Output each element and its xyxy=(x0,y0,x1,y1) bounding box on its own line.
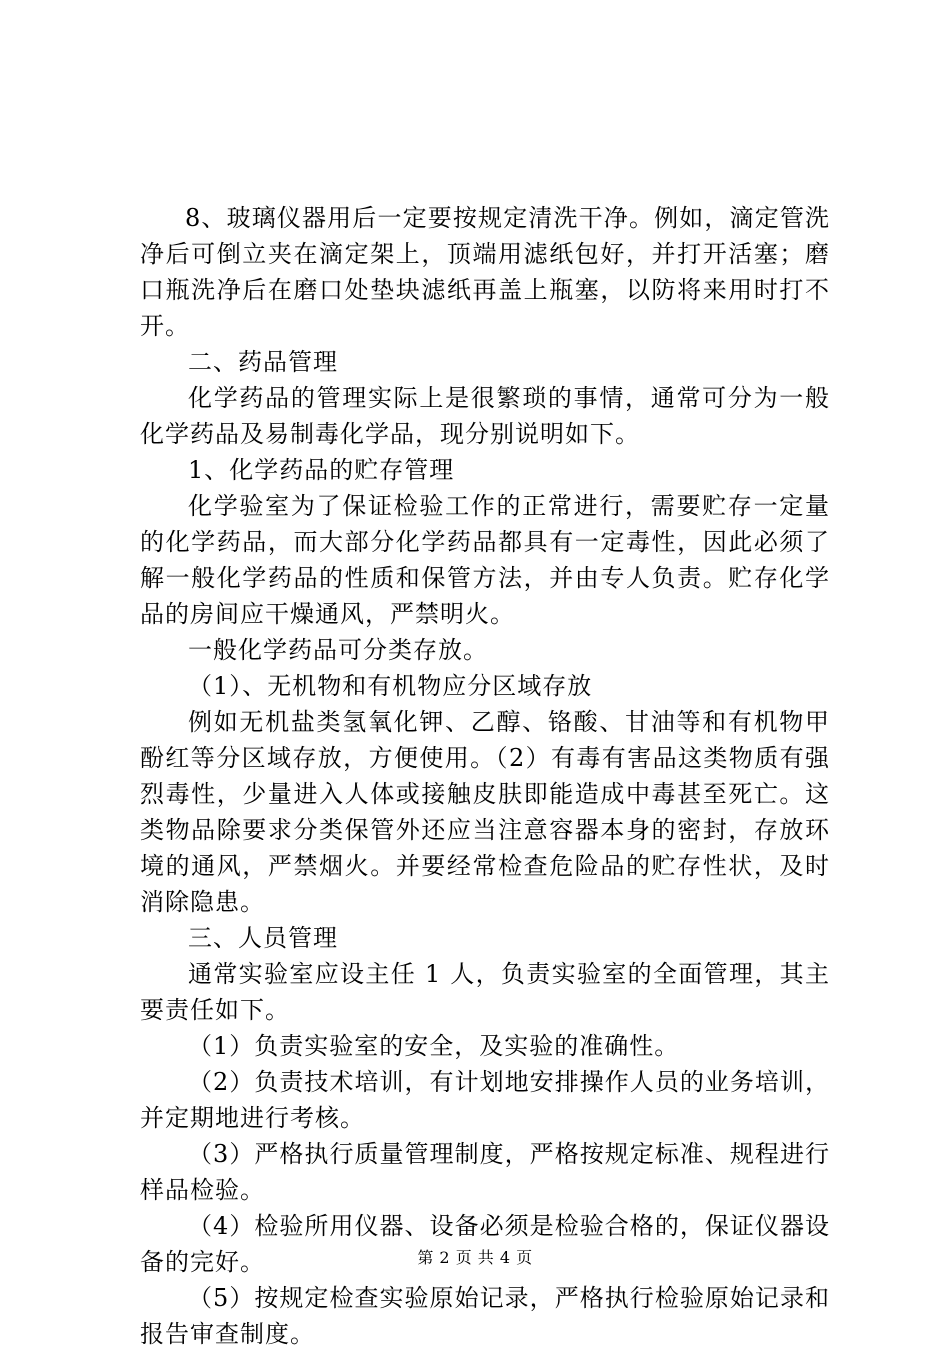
section-heading-personnel-management: 三、人员管理 xyxy=(188,924,338,952)
paragraph-drug-management-intro: 化学药品的管理实际上是很繁琐的事情，通常可分为一般化学药品及易制毒化学品，现分别说明如下。 xyxy=(140,384,830,448)
page-footer: 第 2 页 共 4 页 xyxy=(417,1248,533,1267)
paragraph-glassware-cleaning: 8、玻璃仪器用后一定要按规定清洗干净。例如，滴定管洗净后可倒立夹在滴定架上，顶端用滤纸包好，并打开活塞；磨口瓶洗净后在磨口处垫块滤纸再盖上瓶塞，以防将来用时打不开。 xyxy=(140,204,830,340)
subheading-chemical-storage: 1、化学药品的贮存管理 xyxy=(188,456,455,484)
item-inorganic-organic-separation: （1）、无机物和有机物应分区域存放 xyxy=(188,672,593,700)
paragraph-chemical-storage: 化学验室为了保证检验工作的正常进行，需要贮存一定量的化学药品，而大部分化学药品都具有一定毒性，因此必须了解一般化学药品的性质和保管方法，并由专人负责。贮存化学品的房间应干燥通风，严禁明火。 xyxy=(140,492,830,628)
paragraph-storage-examples-toxic: 例如无机盐类氢氧化钾、乙醇、铬酸、甘油等和有机物甲酚红等分区域存放，方便使用。（2）有毒有害品这类物质有强烈毒性，少量进入人体或接触皮肤即能造成中毒甚至死亡。这类物品除要求分类保管外还应当注意容器本身的密封，存放环境的通风，严禁烟火。并要经常检查危险品的贮存性状，及时消除隐患。 xyxy=(140,708,830,916)
list-item-responsibility-3: （3）严格执行质量管理制度，严格按规定标准、规程进行样品检验。 xyxy=(140,1140,830,1204)
list-item-responsibility-5: （5）按规定检查实验原始记录，严格执行检验原始记录和报告审查制度。 xyxy=(140,1284,830,1348)
list-item-responsibility-1: （1）负责实验室的安全，及实验的准确性。 xyxy=(188,1032,680,1060)
document-body xyxy=(140,200,830,1352)
list-item-responsibility-4: （4）检验所用仪器、设备必须是检验合格的，保证仪器设备的完好。 xyxy=(140,1212,830,1276)
paragraph-classified-storage: 一般化学药品可分类存放。 xyxy=(188,636,488,664)
section-heading-drug-management: 二、药品管理 xyxy=(188,348,338,376)
paragraph-lab-director: 通常实验室应设主任 1 人，负责实验室的全面管理，其主要责任如下。 xyxy=(140,960,830,1024)
list-item-responsibility-2: （2）负责技术培训，有计划地安排操作人员的业务培训，并定期地进行考核。 xyxy=(140,1068,830,1132)
